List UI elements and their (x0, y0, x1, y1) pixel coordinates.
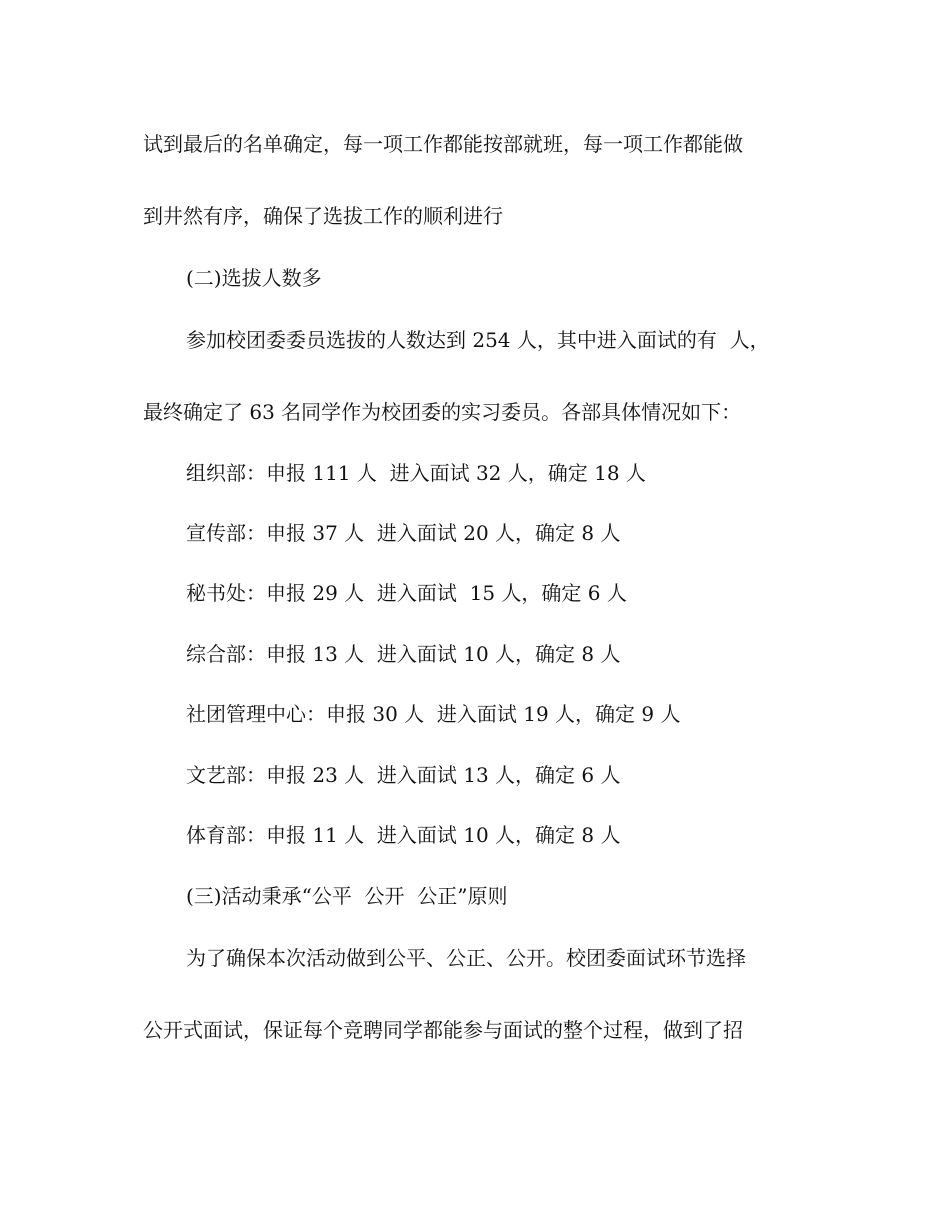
department-stat-line: 组织部：申报 111 人 进入面试 32 人，确定 18 人 (186, 461, 646, 485)
department-stat-line: 文艺部：申报 23 人 进入面试 13 人，确定 6 人 (186, 763, 621, 787)
department-stat-line: 体育部：申报 11 人 进入面试 10 人，确定 8 人 (186, 823, 621, 847)
department-stat-line: 综合部：申报 13 人 进入面试 10 人，确定 8 人 (186, 642, 621, 666)
paragraph-line: 参加校团委委员选拔的人数达到 254 人，其中进入面试的有 人， (186, 328, 770, 352)
paragraph-line: 为了确保本次活动做到公平、公正、公开。校团委面试环节选择 (186, 946, 746, 970)
section-heading: (二)选拔人数多 (186, 266, 322, 290)
department-stat-line: 社团管理中心：申报 30 人 进入面试 19 人，确定 9 人 (186, 702, 681, 726)
paragraph-line: 最终确定了 63 名同学作为校团委的实习委员。各部具体情况如下： (143, 400, 742, 424)
paragraph-line: 到井然有序，确保了选拔工作的顺利进行 (143, 204, 503, 228)
department-stat-line: 秘书处：申报 29 人 进入面试 15 人，确定 6 人 (186, 581, 627, 605)
section-heading: (三)活动秉承“公平 公开 公正”原则 (186, 884, 508, 908)
paragraph-line: 公开式面试，保证每个竞聘同学都能参与面试的整个过程，做到了招 (143, 1018, 743, 1042)
department-stat-line: 宣传部：申报 37 人 进入面试 20 人，确定 8 人 (186, 521, 621, 545)
paragraph-line: 试到最后的名单确定，每一项工作都能按部就班，每一项工作都能做 (143, 132, 743, 156)
